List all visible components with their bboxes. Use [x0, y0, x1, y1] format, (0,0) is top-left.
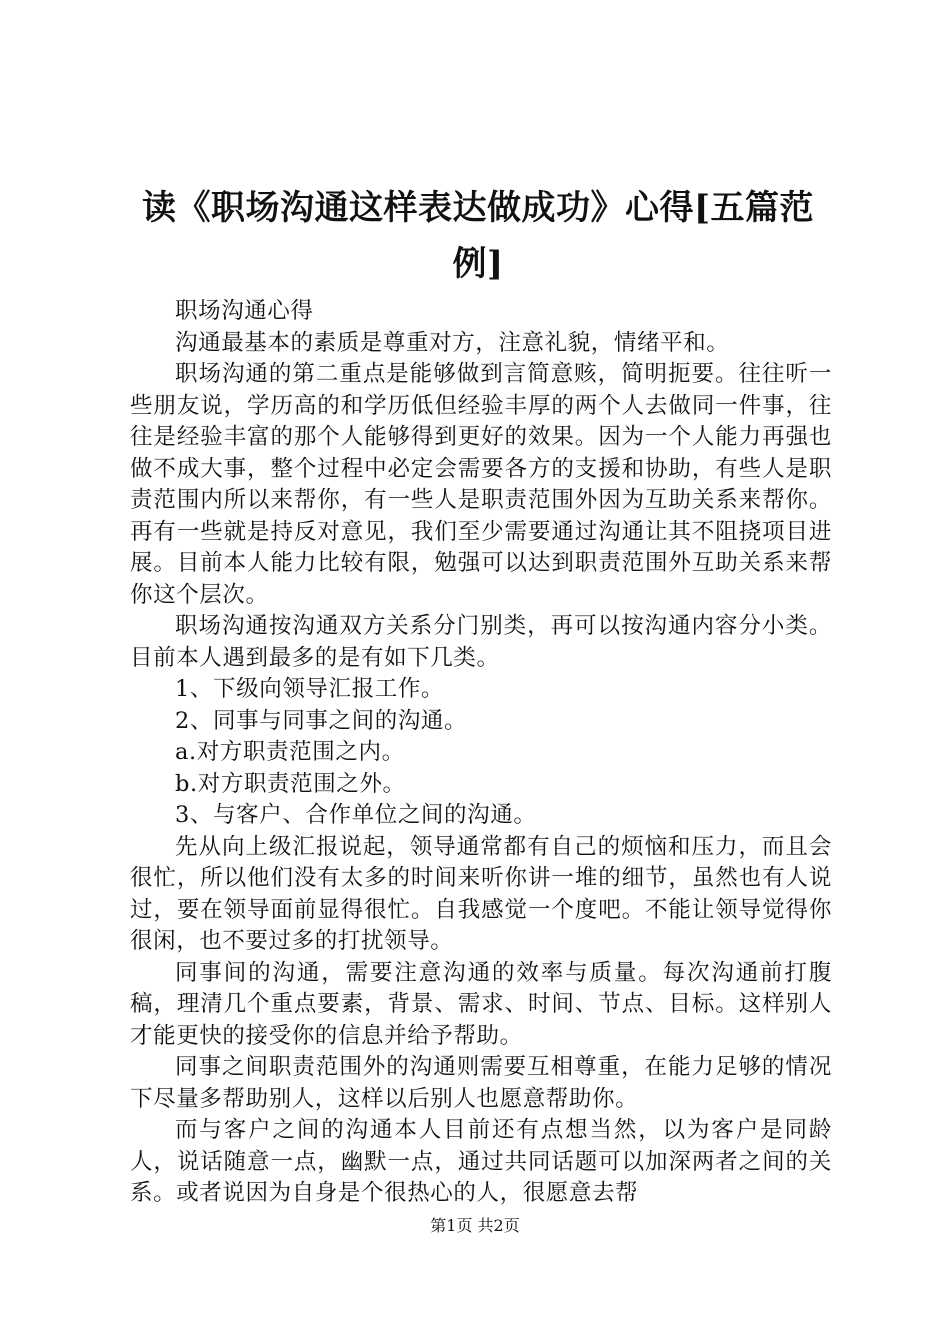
list-item: 1、下级向领导汇报工作。 [175, 676, 445, 702]
list-item: 2、同事与同事之间的沟通。 [175, 707, 468, 734]
sub-list-item: a.对方职责范围之内。 [175, 739, 405, 765]
paragraph: 沟通最基本的素质是尊重对方，注意礼貌，情绪平和。 [175, 329, 730, 356]
sub-list-item: b.对方职责范围之外。 [175, 770, 406, 797]
paragraph: 先从向上级汇报说起，领导通常都有自己的烦恼和压力，而且会很忙，所以他们没有太多的时间来听你讲一堆的细节，虽然也有人说过，要在领导面前显得很忙。自我感觉一个度吧。不能让领导觉得你很闲，也不要过多的打扰领导。 [130, 833, 832, 954]
paragraph-heading: 职场沟通心得 [175, 298, 314, 324]
paragraph: 同事之间职责范围外的沟通则需要互相尊重，在能力足够的情况下尽量多帮助别人，这样以后别人也愿意帮助你。 [130, 1054, 832, 1112]
paragraph: 职场沟通按沟通双方关系分门别类，再可以按沟通内容分小类。目前本人遇到最多的是有如下几类。 [130, 613, 832, 671]
document-title: 读《职场沟通这样表达做成功》心得[五篇范例] [141, 188, 815, 284]
paragraph: 同事间的沟通，需要注意沟通的效率与质量。每次沟通前打腹稿，理清几个重点要素，背景、需求、时间、节点、目标。这样别人才能更快的接受你的信息并给予帮助。 [130, 959, 832, 1049]
page-footer: 第1页 共2页 [430, 1216, 520, 1235]
paragraph: 而与客户之间的沟通本人目前还有点想当然，以为客户是同龄人，说话随意一点，幽默一点，通过共同话题可以加深两者之间的关系。或者说因为自身是个很热心的人，很愿意去帮 [130, 1117, 832, 1206]
list-item: 3、与客户、合作单位之间的沟通。 [175, 802, 537, 828]
document-body [130, 296, 832, 1210]
paragraph: 职场沟通的第二重点是能够做到言简意赅，简明扼要。往往听一些朋友说，学历高的和学历低但经验丰厚的两个人去做同一件事，往往是经验丰富的那个人能够得到更好的效果。因为一个人能力再强也做不成大事，整个过程中必定会需要各方的支援和协助，有些人是职责范围内所以来帮你，有一些人是职责范围外因为互助关系来帮你。再有一些就是持反对意见，我们至少需要通过沟通让其不阻挠项目进展。目前本人能力比较有限，勉强可以达到职责范围外互助关系来帮你这个层次。 [130, 361, 832, 608]
